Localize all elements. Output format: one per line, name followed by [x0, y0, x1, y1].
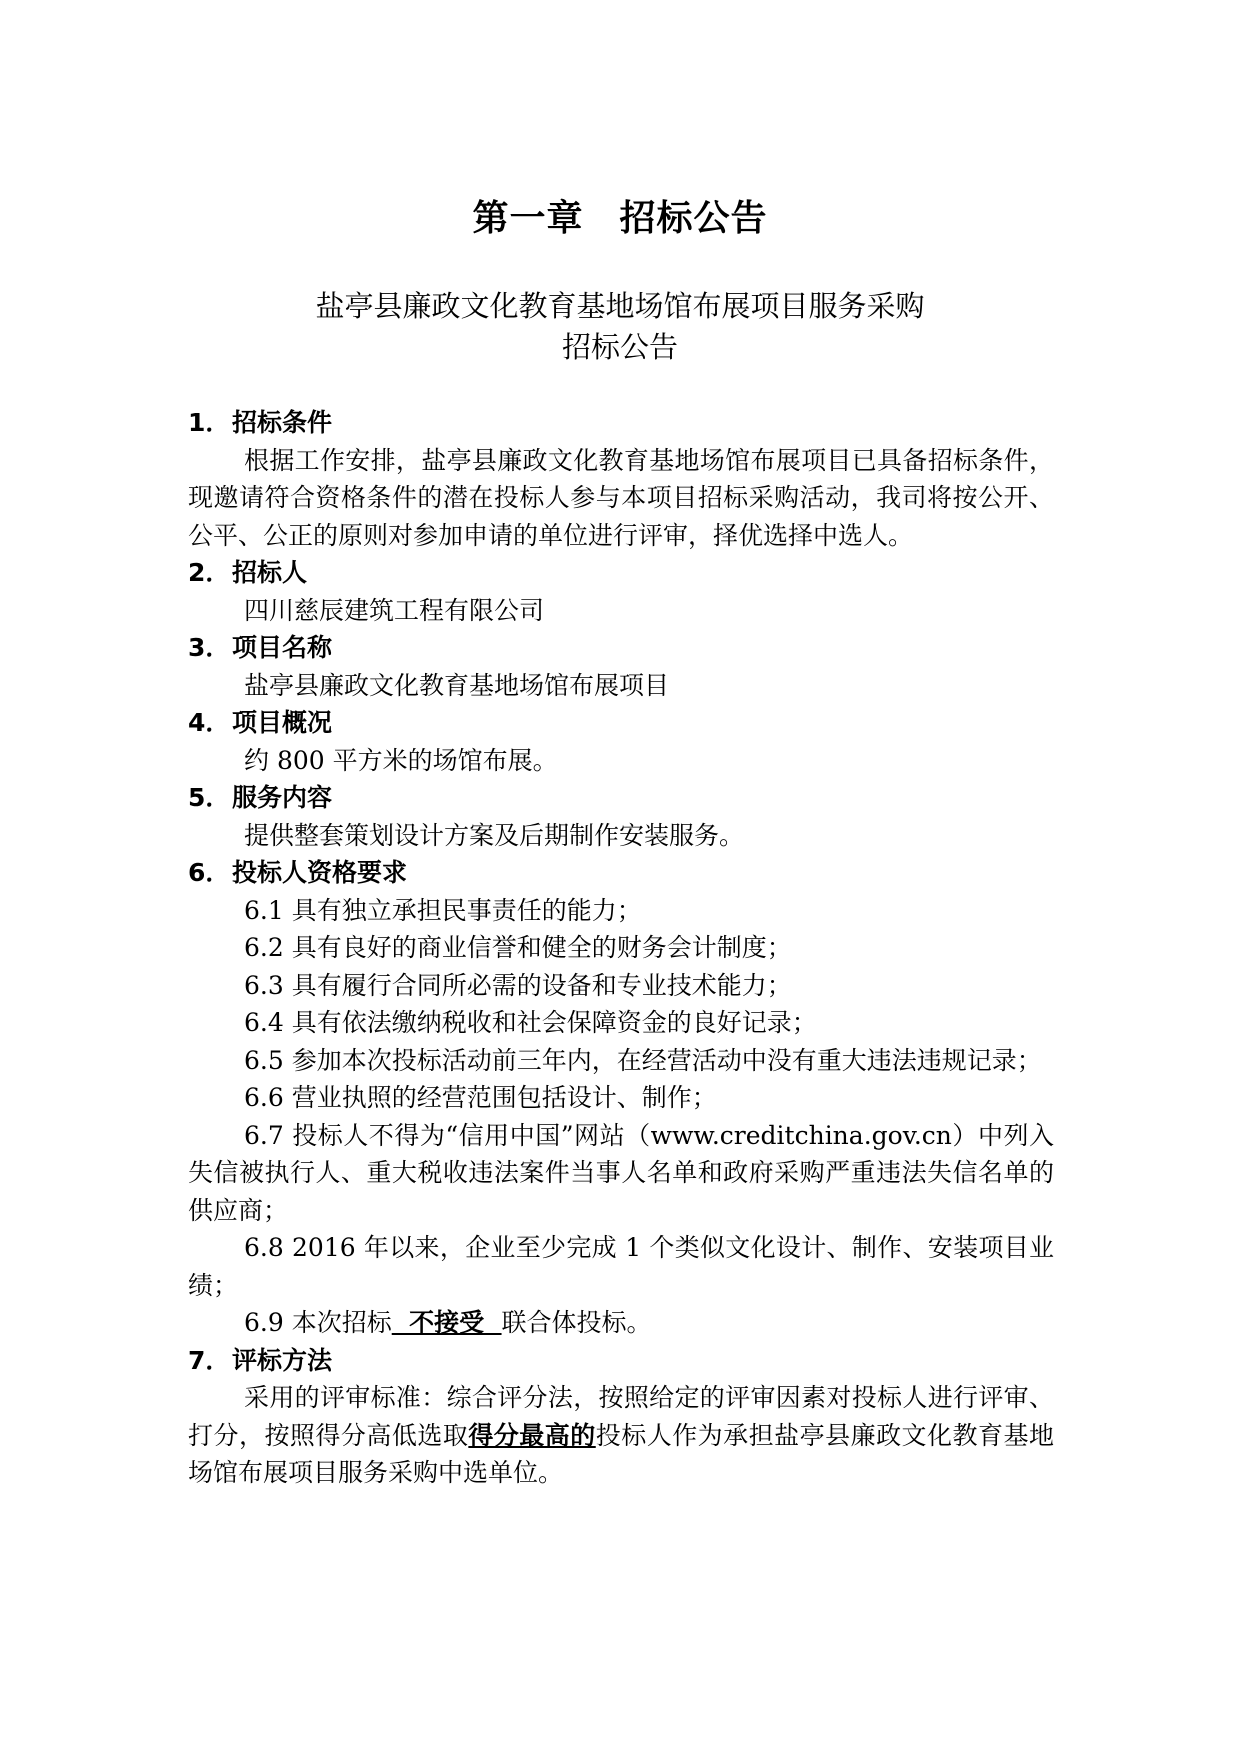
requirement-item-6-5: 6.5 参加本次投标活动前三年内，在经营活动中没有重大违法违规记录； — [244, 1045, 1042, 1075]
section-heading-3: 3．项目名称 — [188, 633, 333, 662]
requirement-item-6-4: 6.4 具有依法缴纳税收和社会保障资金的良好记录； — [244, 1008, 817, 1037]
section-heading-5: 5．服务内容 — [188, 783, 333, 812]
section-body-1: 根据工作安排，盐亭县廉政文化教育基地场馆布展项目已具备招标条件，现邀请符合资格条件的潜在投标人参与本项目招标采购活动，我司将按公开、公平、公正的原则对参加申请的单位进行评审，择优选择中选人。 — [188, 445, 1054, 550]
requirement-item-6-7: 6.7 投标人不得为“信用中国”网站（www.creditchina.gov.cn）中列入失信被执行人、重大税收违法案件当事人名单和政府采购严重违法失信名单的供应商； — [188, 1120, 1054, 1225]
section-body-2: 四川慈辰建筑工程有限公司 — [244, 595, 545, 625]
section-heading-4: 4．项目概况 — [188, 708, 333, 737]
section-heading-7: 7．评标方法 — [188, 1345, 333, 1375]
section-body-4: 约 800 平方米的场馆布展。 — [244, 745, 558, 775]
project-title — [0, 286, 1240, 368]
document-body — [188, 404, 1054, 1492]
project-title-line-2: 招标公告 — [561, 330, 678, 364]
chapter-title — [0, 190, 1240, 241]
requirement-item-6-6: 6.6 营业执照的经营范围包括设计、制作； — [244, 1083, 717, 1112]
requirement-item-6-8: 6.8 2016 年以来，企业至少完成 1 个类似文化设计、制作、安装项目业绩； — [188, 1233, 1054, 1300]
chapter-number: 第一章 — [472, 198, 584, 239]
requirement-item-6-1: 6.1 具有独立承担民事责任的能力； — [244, 895, 642, 925]
requirement-item-6-2: 6.2 具有良好的商业信誉和健全的财务会计制度； — [244, 933, 792, 962]
requirement-item-6-3: 6.3 具有履行合同所必需的设备和专业技术能力； — [244, 970, 792, 1000]
highest-score-emphasis: 得分最高的 — [468, 1420, 596, 1450]
section-heading-6: 6．投标人资格要求 — [188, 858, 408, 887]
section-body-7: 采用的评审标准：综合评分法，按照给定的评审因素对投标人进行评审、打分，按照得分高低选取得分最高的投标人作为承担盐亭县廉政文化教育基地场馆布展项目服务采购中选单位。 — [188, 1383, 1054, 1487]
project-title-line-1: 盐亭县廉政文化教育基地场馆布展项目服务采购 — [315, 289, 925, 323]
chapter-name: 招标公告 — [619, 198, 768, 239]
section-body-5: 提供整套策划设计方案及后期制作安装服务。 — [244, 820, 745, 850]
section-body-3: 盐亭县廉政文化教育基地场馆布展项目 — [244, 670, 670, 700]
section-heading-2: 2．招标人 — [188, 558, 308, 587]
requirement-item-6-9: 6.9 本次招标 不接受 联合体投标。 — [244, 1308, 652, 1337]
consortium-blank: 不接受 — [391, 1308, 502, 1337]
section-heading-1: 1．招标条件 — [188, 408, 333, 437]
